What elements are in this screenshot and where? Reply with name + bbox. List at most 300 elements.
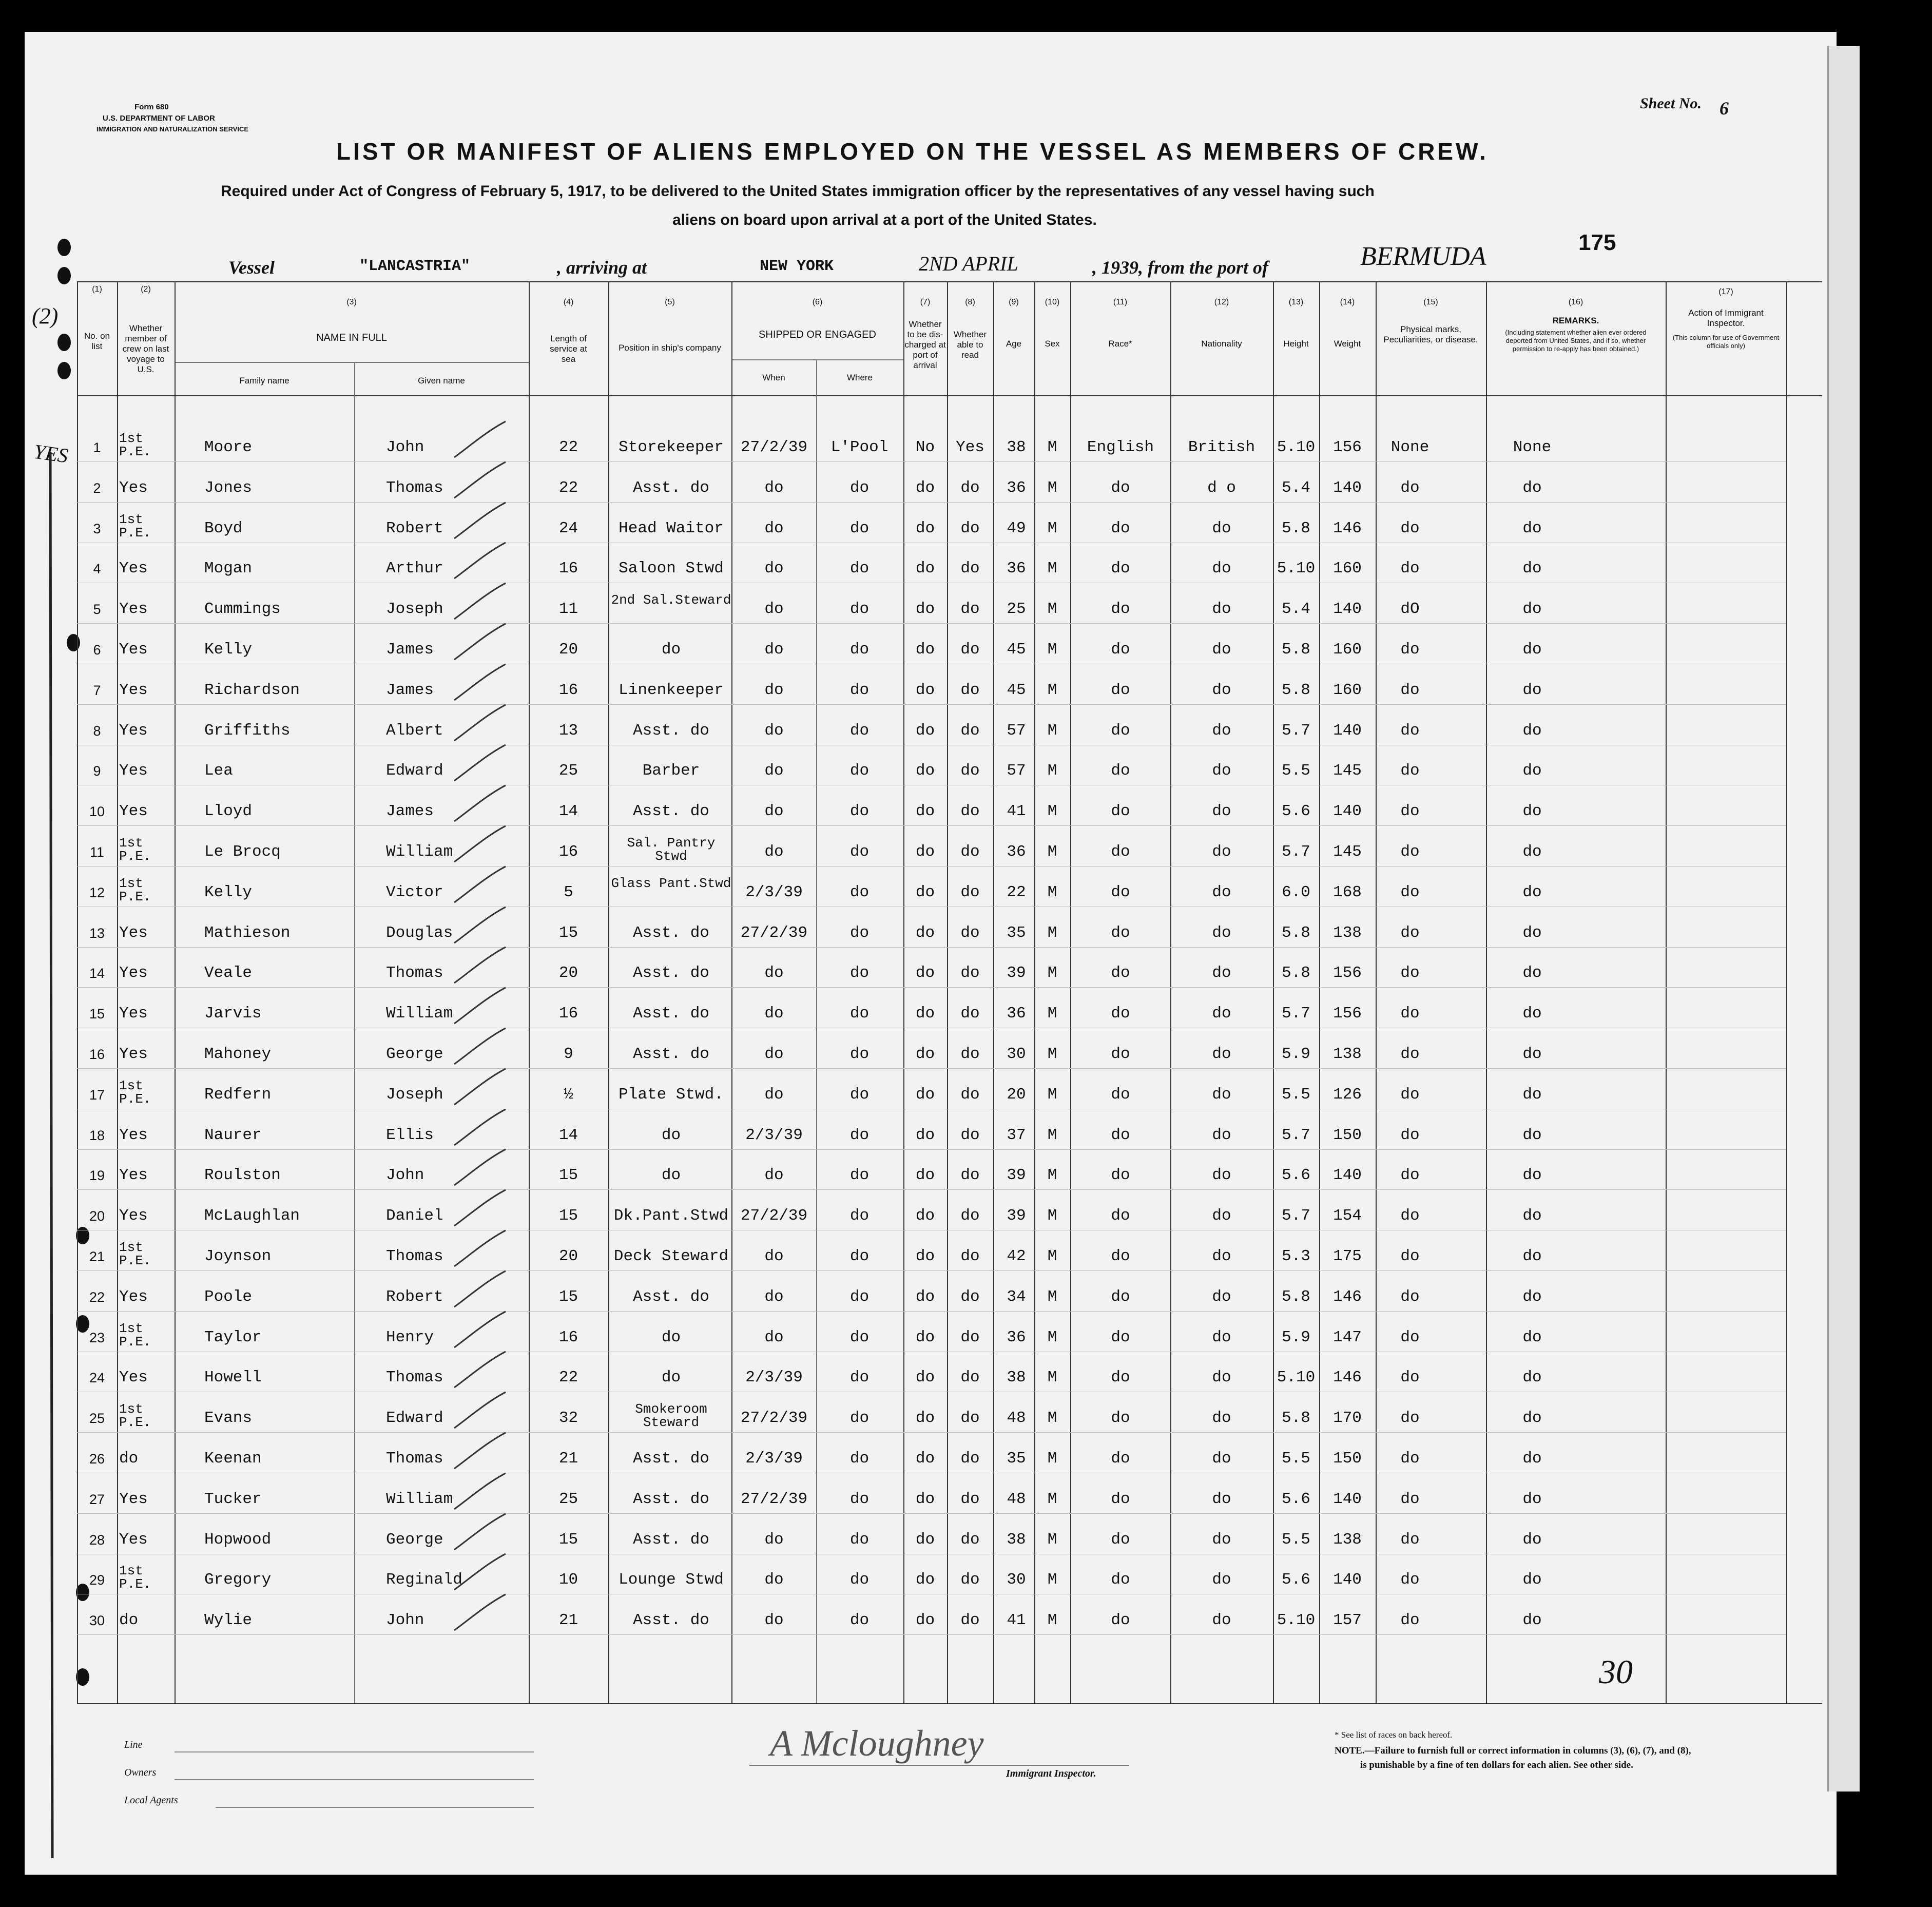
cell-when: do (764, 1166, 784, 1185)
cell-where: do (849, 1490, 870, 1508)
cell-where: do (849, 1085, 870, 1104)
cell-prev: do (119, 1450, 139, 1468)
cell-prev: Yes (119, 1166, 148, 1185)
cell-race: do (1111, 923, 1130, 942)
cell-read: do (960, 1287, 980, 1306)
cell-age: 41 (1007, 1611, 1026, 1630)
cell-no: 23 (89, 1330, 105, 1345)
cell-sex: M (1047, 1450, 1057, 1468)
cell-age: 36 (1007, 1328, 1026, 1346)
cell-sex: M (1047, 1530, 1057, 1549)
cell-given: William (386, 843, 453, 861)
cell-nationality: do (1212, 519, 1231, 537)
table-row (0, 1046, 1932, 1086)
line-underline (175, 1751, 534, 1752)
cell-when: do (764, 681, 784, 699)
col-15-number: (15) (1423, 298, 1438, 306)
cell-race: do (1111, 1085, 1130, 1104)
cell-marks: do (1400, 802, 1420, 821)
cell-marks: do (1400, 923, 1420, 942)
cell-race: do (1111, 1409, 1130, 1428)
cell-prev: Yes (119, 600, 148, 619)
cell-height: 5.5 (1282, 762, 1310, 780)
cell-sex: M (1047, 802, 1057, 821)
cell-marks: do (1400, 964, 1420, 983)
cell-sex: M (1047, 681, 1057, 699)
col-4-number: (4) (563, 298, 574, 306)
cell-prev: Yes (119, 560, 148, 578)
cell-read: do (960, 1247, 980, 1265)
check-mark (452, 420, 508, 461)
check-mark (452, 623, 508, 664)
col-3b-header: Given name (418, 376, 465, 386)
cell-no: 9 (93, 763, 101, 779)
check-mark (452, 946, 508, 987)
row-rule (77, 1270, 1786, 1271)
cell-read: Yes (956, 438, 984, 456)
cell-position: Sal. Pantry Stwd (627, 835, 716, 864)
shipped-subheader-rule (731, 359, 903, 360)
cell-family: Mahoney (204, 1045, 272, 1063)
cell-nationality: do (1212, 600, 1231, 619)
cell-discharged: No (915, 438, 935, 456)
table-row (0, 511, 1932, 560)
cell-race: do (1111, 519, 1130, 537)
cell-remarks: do (1522, 1045, 1542, 1063)
cell-discharged: do (915, 641, 935, 659)
cell-read: do (960, 1611, 980, 1630)
page-title: LIST OR MANIFEST OF ALIENS EMPLOYED ON THE VESSEL AS MEMBERS OF CREW. (336, 138, 1489, 165)
cell-position: Glass Pant.Stwd (611, 875, 731, 891)
col-5-header: Position in ship's company (619, 343, 721, 353)
cell-age: 48 (1007, 1490, 1026, 1508)
cell-race: do (1111, 681, 1130, 699)
cell-height: 5.10 (1277, 1611, 1316, 1630)
table-bottom-rule (77, 1703, 1822, 1704)
cell-marks: do (1400, 560, 1420, 578)
cell-age: 22 (1007, 883, 1026, 901)
cell-given: Thomas (386, 1450, 443, 1468)
cell-age: 38 (1007, 1369, 1026, 1387)
cell-given: John (386, 1166, 424, 1185)
cell-position: Dk.Pant.Stwd (613, 1207, 729, 1225)
cell-no: 10 (89, 804, 105, 820)
cell-read: do (960, 923, 980, 942)
col-12-header: Nationality (1201, 339, 1242, 349)
cell-discharged: do (915, 1126, 935, 1144)
cell-weight: 140 (1333, 478, 1362, 497)
cell-no: 27 (89, 1491, 105, 1507)
col-14-header: Weight (1334, 339, 1361, 349)
cell-read: do (960, 1530, 980, 1549)
cell-where: do (849, 1166, 870, 1185)
cell-where: do (849, 600, 870, 619)
cell-given: Thomas (386, 1247, 443, 1265)
table-row (0, 1288, 1932, 1328)
cell-height: 5.6 (1282, 802, 1310, 821)
cell-position: do (661, 1328, 681, 1346)
cell-no: 22 (89, 1289, 105, 1305)
stamp-number: 175 (1578, 230, 1616, 255)
cell-remarks: do (1522, 1207, 1542, 1225)
cell-discharged: do (915, 802, 935, 821)
name-subheader-rule (175, 362, 529, 363)
cell-weight: 146 (1333, 1369, 1362, 1387)
cell-position: Lounge Stwd (619, 1571, 724, 1589)
cell-marks: do (1400, 883, 1420, 901)
cell-no: 25 (89, 1411, 105, 1427)
cell-age: 39 (1007, 1207, 1026, 1225)
cell-age: 38 (1007, 1530, 1026, 1549)
cell-sex: M (1047, 1126, 1057, 1144)
cell-given: George (386, 1045, 443, 1063)
row-rule (77, 1513, 1786, 1514)
cell-remarks: do (1522, 1369, 1542, 1387)
cell-nationality: do (1212, 1530, 1231, 1549)
cell-given: Edward (386, 762, 443, 780)
cell-where: L'Pool (830, 438, 888, 456)
cell-sex: M (1047, 560, 1057, 578)
row-rule (77, 1432, 1786, 1433)
cell-given: Reginald (386, 1571, 462, 1589)
line-label: Line (124, 1739, 143, 1750)
cell-where: do (849, 762, 870, 780)
cell-weight: 138 (1333, 923, 1362, 942)
cell-discharged: do (915, 1530, 935, 1549)
owners-underline (175, 1779, 534, 1780)
cell-position: Asst. do (633, 1005, 709, 1023)
cell-where: do (849, 1287, 870, 1306)
cell-family: Jarvis (204, 1005, 262, 1023)
cell-family: Veale (204, 964, 253, 983)
cell-position: 2nd Sal.Steward (611, 592, 731, 608)
punch-hole (57, 267, 71, 284)
table-row (0, 965, 1932, 1005)
col-3a-header: Family name (239, 376, 289, 386)
vessel-name: "LANCASTRIA" (359, 258, 471, 275)
cell-discharged: do (915, 1450, 935, 1468)
cell-service: ½ (564, 1085, 573, 1104)
cell-weight: 160 (1333, 641, 1362, 659)
cell-age: 39 (1007, 1166, 1026, 1185)
cell-family: Roulston (204, 1166, 281, 1185)
cell-age: 25 (1007, 600, 1026, 619)
cell-read: do (960, 600, 980, 619)
cell-sex: M (1047, 438, 1057, 456)
cell-service: 20 (558, 1247, 578, 1265)
cell-height: 5.9 (1282, 1328, 1310, 1346)
col-13-number: (13) (1288, 298, 1304, 306)
cell-race: do (1111, 600, 1130, 619)
cell-no: 24 (89, 1370, 105, 1386)
cell-remarks: do (1522, 1328, 1542, 1346)
cell-read: do (960, 519, 980, 537)
cell-race: do (1111, 1571, 1130, 1589)
cell-race: do (1111, 802, 1130, 821)
cell-discharged: do (915, 1085, 935, 1104)
row-rule (77, 1311, 1786, 1312)
cell-prev: Yes (119, 478, 148, 497)
punch-hole (57, 362, 71, 379)
cell-service: 10 (558, 1571, 578, 1589)
cell-prev: Yes (119, 802, 148, 821)
service-name: IMMIGRATION AND NATURALIZATION SERVICE (96, 125, 249, 133)
cell-where: do (849, 1005, 870, 1023)
cell-prev: Yes (119, 1005, 148, 1023)
cell-service: 5 (564, 883, 573, 901)
cell-prev: Yes (119, 762, 148, 780)
cell-no: 14 (89, 966, 105, 981)
cell-sex: M (1047, 883, 1057, 901)
cell-family: Taylor (204, 1328, 262, 1346)
cell-sex: M (1047, 1611, 1057, 1630)
cell-age: 34 (1007, 1287, 1026, 1306)
cell-sex: M (1047, 923, 1057, 942)
cell-read: do (960, 1409, 980, 1428)
col-9-header: Age (1006, 339, 1022, 349)
cell-given: Edward (386, 1409, 443, 1428)
cell-position: Head Waitor (619, 519, 724, 537)
cell-given: John (386, 1611, 424, 1630)
cell-where: do (849, 1328, 870, 1346)
cell-given: James (386, 802, 434, 821)
cell-prev: 1st P.E. (119, 511, 151, 541)
cell-where: do (849, 923, 870, 942)
cell-family: McLaughlan (204, 1207, 300, 1225)
cell-remarks: do (1522, 1005, 1542, 1023)
cell-where: do (849, 1369, 870, 1387)
row-rule (77, 461, 1786, 462)
cell-no: 17 (89, 1087, 105, 1103)
check-mark (452, 906, 508, 947)
table-row (0, 1612, 1932, 1652)
cell-marks: do (1400, 1085, 1420, 1104)
cell-weight: 146 (1333, 519, 1362, 537)
cell-where: do (849, 843, 870, 861)
cell-sex: M (1047, 1247, 1057, 1265)
arriving-label: , arriving at (557, 257, 647, 278)
cell-prev: Yes (119, 1126, 148, 1144)
cell-weight: 140 (1333, 802, 1362, 821)
cell-sex: M (1047, 478, 1057, 497)
cell-remarks: do (1522, 843, 1542, 861)
col-5-number: (5) (665, 298, 675, 306)
col-3-number: (3) (346, 298, 357, 306)
cell-remarks: None (1513, 438, 1552, 456)
col-17-header: Action of Immigrant Inspector. (1688, 308, 1764, 328)
col-7-header: Whether to be dis-charged at port of arrival (904, 319, 946, 370)
cell-where: do (849, 1409, 870, 1428)
cell-height: 5.4 (1282, 478, 1310, 497)
table-row (0, 682, 1932, 722)
col-1-header: No. on list (84, 331, 110, 351)
cell-family: Joynson (204, 1247, 272, 1265)
cell-family: Gregory (204, 1571, 272, 1589)
cell-nationality: do (1212, 964, 1231, 983)
check-mark (452, 1593, 508, 1634)
cell-where: do (849, 681, 870, 699)
cell-nationality: do (1212, 1571, 1231, 1589)
cell-position: do (661, 641, 681, 659)
cell-no: 13 (89, 925, 105, 941)
cell-marks: do (1400, 1450, 1420, 1468)
cell-nationality: do (1212, 681, 1231, 699)
cell-prev: 1st P.E. (119, 1077, 151, 1107)
cell-where: do (849, 1247, 870, 1265)
cell-weight: 138 (1333, 1045, 1362, 1063)
cell-where: do (849, 883, 870, 901)
cell-remarks: do (1522, 762, 1542, 780)
cell-when: do (764, 641, 784, 659)
cell-remarks: do (1522, 1126, 1542, 1144)
cell-when: do (764, 762, 784, 780)
cell-race: do (1111, 1247, 1130, 1265)
cell-position: Asst. do (633, 1490, 709, 1508)
table-top-rule (77, 281, 1822, 282)
agents-underline (216, 1807, 534, 1808)
cell-family: Evans (204, 1409, 253, 1428)
col-11-number: (11) (1113, 298, 1128, 306)
cell-position: Asst. do (633, 721, 709, 740)
cell-no: 8 (93, 723, 101, 739)
cell-discharged: do (915, 1409, 935, 1428)
table-row (0, 1127, 1932, 1167)
check-mark (452, 1189, 508, 1230)
table-row (0, 1077, 1932, 1126)
cell-given: Robert (386, 519, 443, 537)
cell-read: do (960, 1166, 980, 1185)
cell-where: do (849, 1450, 870, 1468)
cell-when: do (764, 1611, 784, 1630)
cell-when: do (764, 1571, 784, 1589)
cell-given: James (386, 681, 434, 699)
cell-service: 20 (558, 964, 578, 983)
cell-position: Deck Steward (613, 1247, 729, 1265)
cell-height: 5.5 (1282, 1085, 1310, 1104)
form-number: Form 680 (134, 103, 169, 111)
row-rule (77, 704, 1786, 705)
cell-service: 21 (558, 1450, 578, 1468)
owners-label: Owners (124, 1767, 157, 1778)
cell-given: Douglas (386, 923, 453, 942)
col-7-number: (7) (920, 298, 931, 306)
check-mark (452, 1229, 508, 1270)
cell-height: 5.10 (1277, 560, 1316, 578)
cell-remarks: do (1522, 1611, 1542, 1630)
inspector-label: Immigrant Inspector. (1006, 1768, 1096, 1779)
cell-marks: do (1400, 1571, 1420, 1589)
cell-weight: 170 (1333, 1409, 1362, 1428)
cell-read: do (960, 1328, 980, 1346)
department-name: U.S. DEPARTMENT OF LABOR (103, 114, 215, 123)
cell-when: do (764, 802, 784, 821)
cell-height: 5.3 (1282, 1247, 1310, 1265)
cell-height: 5.8 (1282, 681, 1310, 699)
year-label: , 1939, from the port of (1092, 257, 1269, 278)
check-mark (452, 1351, 508, 1392)
table-row (0, 762, 1932, 802)
cell-nationality: do (1212, 1450, 1231, 1468)
check-mark (452, 1553, 508, 1594)
cell-weight: 150 (1333, 1450, 1362, 1468)
cell-weight: 145 (1333, 762, 1362, 780)
cell-race: do (1111, 1450, 1130, 1468)
cell-weight: 156 (1333, 438, 1362, 456)
cell-height: 5.6 (1282, 1490, 1310, 1508)
cell-when: do (764, 964, 784, 983)
cell-position: Asst. do (633, 1611, 709, 1630)
note-line-2: is punishable by a fine of ten dollars for each alien. See other side. (1360, 1760, 1633, 1770)
cell-read: do (960, 843, 980, 861)
cell-prev: 1st P.E. (119, 1320, 151, 1350)
cell-where: do (849, 1126, 870, 1144)
cell-height: 5.9 (1282, 1045, 1310, 1063)
cell-weight: 138 (1333, 1530, 1362, 1549)
cell-discharged: do (915, 1045, 935, 1063)
col-16-note: (Including statement whether alien ever ordered deported from United States, and if so, whether permission to re-apply has been obtained.) (1505, 329, 1647, 353)
cell-position: Asst. do (633, 964, 709, 983)
cell-height: 5.8 (1282, 519, 1310, 537)
cell-where: do (849, 478, 870, 497)
cell-family: Le Brocq (204, 843, 281, 861)
cell-height: 5.4 (1282, 600, 1310, 619)
cell-prev: do (119, 1611, 139, 1630)
cell-height: 5.8 (1282, 1287, 1310, 1306)
cell-given: Thomas (386, 478, 443, 497)
cell-service: 15 (558, 1287, 578, 1306)
check-mark (452, 1108, 508, 1149)
cell-sex: M (1047, 964, 1057, 983)
cell-family: Kelly (204, 883, 253, 901)
arrival-date: 2ND APRIL (919, 252, 1018, 275)
row-rule (77, 1634, 1786, 1635)
cell-given: William (386, 1005, 453, 1023)
cell-position: Asst. do (633, 802, 709, 821)
cell-family: Tucker (204, 1490, 262, 1508)
cell-sex: M (1047, 843, 1057, 861)
cell-when: 2/3/39 (745, 1450, 803, 1468)
cell-height: 6.0 (1282, 883, 1310, 901)
cell-remarks: do (1522, 1247, 1542, 1265)
cell-age: 57 (1007, 762, 1026, 780)
cell-given: Albert (386, 721, 443, 740)
cell-age: 48 (1007, 1409, 1026, 1428)
cell-marks: do (1400, 478, 1420, 497)
check-mark (452, 865, 508, 907)
cell-sex: M (1047, 1328, 1057, 1346)
cell-read: do (960, 478, 980, 497)
cell-height: 5.5 (1282, 1530, 1310, 1549)
inspector-signature: A Mcloughney (770, 1723, 984, 1764)
cell-position: Smokeroom Steward (635, 1401, 707, 1431)
cell-weight: 140 (1333, 721, 1362, 740)
vessel-label: Vessel (228, 257, 275, 278)
check-mark (452, 825, 508, 866)
cell-no: 28 (89, 1532, 105, 1548)
cell-no: 1 (93, 440, 101, 455)
cell-prev: Yes (119, 1207, 148, 1225)
cell-read: do (960, 762, 980, 780)
check-mark (452, 1513, 508, 1554)
cell-where: do (849, 1530, 870, 1549)
row-rule (77, 1189, 1786, 1190)
cell-given: Ellis (386, 1126, 434, 1144)
cell-read: do (960, 1369, 980, 1387)
cell-nationality: do (1212, 560, 1231, 578)
cell-nationality: do (1212, 1166, 1231, 1185)
cell-age: 37 (1007, 1126, 1026, 1144)
cell-no: 12 (89, 884, 105, 900)
